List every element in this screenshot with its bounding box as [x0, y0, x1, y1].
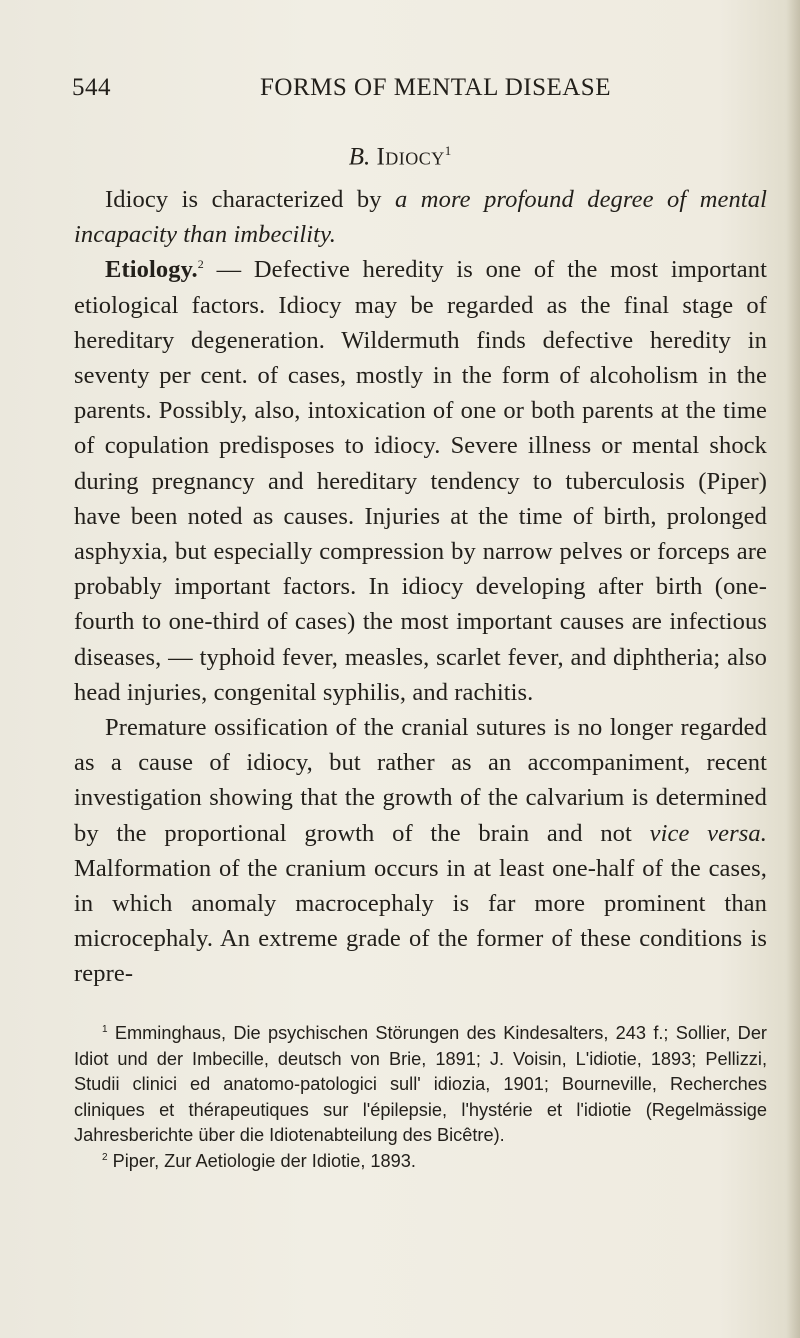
footnotes — [74, 1021, 767, 1175]
body-text — [74, 182, 767, 992]
paragraph-etiology — [74, 252, 767, 710]
ossification-italic: vice versa. — [649, 819, 767, 847]
footnote-marker: 2 — [102, 1151, 108, 1163]
section-title: Idiocy — [376, 143, 445, 171]
page-edge-shadow — [786, 0, 800, 1338]
etiology-text: — Defective heredity is one of the most important etiological factors. Idiocy may be regarded as the final stage of hereditary degeneration. Wildermuth finds defective heredity in seventy per cent. of cases, mostly in the form of alcoholism in the parents. Possibly, also, intoxication of one or both parents at the time of copulation predisposes to idiocy. Severe illness or mental shock during pregnancy and hereditary tendency to tuberculosis (Piper) have been noted as causes. Injuries at the time of birth, prolonged asphyxia, but especially compression by narrow pelves or forceps are probably important factors. In idiocy developing after birth (one-fourth to one-third of cases) the most important causes are infectious diseases, — typhoid fever, measles, scarlet fever, and diphtheria; also head injuries, congenital syphilis, and rachitis. — [74, 256, 767, 706]
definition-italic: a more profound degree of mental incapacity than imbecility. — [74, 186, 767, 249]
paragraph-definition — [74, 182, 767, 252]
section-letter: B. — [348, 143, 371, 171]
definition-lead: Idiocy is characterized by — [105, 186, 382, 213]
section-heading — [0, 143, 800, 171]
running-title: FORMS OF MENTAL DISEASE — [260, 74, 611, 101]
etiology-heading: Etiology. — [105, 256, 198, 284]
footnote — [74, 1149, 767, 1175]
ossification-after: Malformation of the cranium occurs in at least one-half of the cases, in which anomaly macrocephaly is far more prominent than microcephaly. An extreme grade of the former of these conditions is repre- — [74, 854, 767, 988]
footnote — [74, 1021, 767, 1149]
section-footnote-marker: 1 — [444, 143, 452, 158]
footnote-text: Emminghaus, Die psychischen Störungen des Kindesalters, 243 f.; Sollier, Der Idiot und der Imbecille, deutsch von Brie, 1891; J. Voisin, L'idiotie, 1893; Pellizzi, Studii clinici ed anatomo-patologici sull' idiozia, 1901; Bourneville, Recherches cliniques et thérapeutiques sur l'épilepsie, l'hystérie et l'idiotie (Regelmässige Jahresberichte über die Idiotenabteilung des Bicêtre). — [74, 1023, 767, 1146]
ossification-before: Premature ossification of the cranial sutures is no longer regarded as a cause of idiocy, but rather as an accompaniment, recent investigation showing that the growth of the calvarium is determined by the proportional growth of the brain and not — [74, 714, 767, 847]
footnote-marker: 1 — [102, 1023, 108, 1035]
footnote-text: Piper, Zur Aetiologie der Idiotie, 1893. — [112, 1150, 416, 1171]
page-number: 544 — [72, 74, 111, 101]
paragraph-ossification — [74, 710, 767, 992]
etiology-footnote-marker: 2 — [197, 257, 204, 272]
